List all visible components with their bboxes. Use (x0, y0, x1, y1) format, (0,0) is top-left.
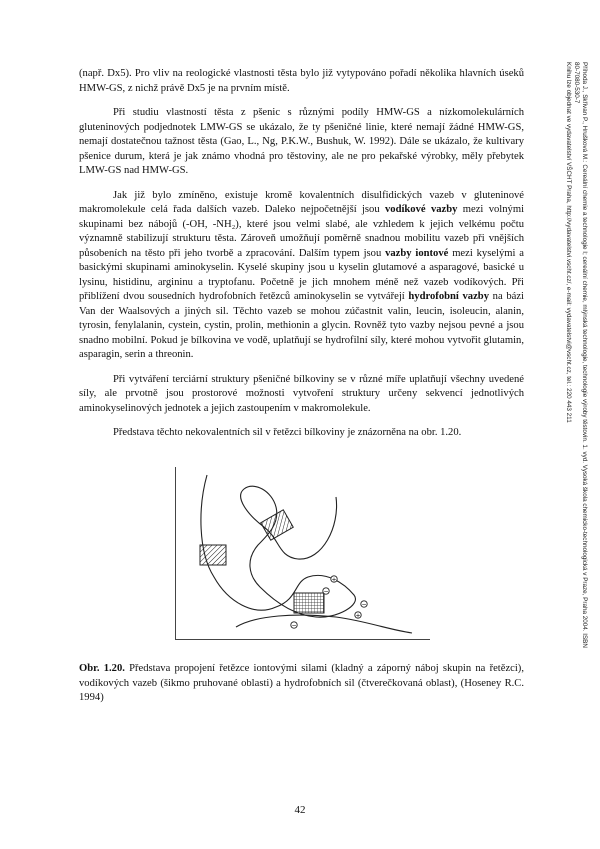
negative-charge-symbol: − (361, 601, 367, 609)
protein-chain-diagram (176, 467, 430, 639)
publication-citation-line: Příhoda J., Skřivan P., Hrušková M.: Cereální chemie a technologie I; cereální chemie, mlýnská technologie, technologie výroby těstovin. 1. vyd. Vysoká škola chemicko-technologická v Praze, Praha 2004. ISBN (581, 62, 588, 648)
publication-info-text (564, 62, 588, 842)
page-number: 42 (294, 804, 306, 816)
hydrogen-bond-region (261, 510, 294, 540)
text-run: Při studiu vlastností těsta z pšenic s různými podíly HMW-GS a nízkomolekulárních gluteninových podjednotek LMW-GS se ukázalo, že ty pšeničné linie, které nemají žádné HMW-GS, nemají dostatečnou tažnost těsta (Gao, L., Ng, P.K.W., Bushuk, W. 1992). Dále se ukázalo, že kultivary pšenice durum, která je jak známo vhodná pro těstoviny, ale ne pro pekařské výrobky, měly přebytek LMW-GS nad HMW-GS. (79, 107, 524, 176)
bold-term: hydrofobní vazby (408, 291, 489, 302)
text-run: mezi kyselými a basickými skupinami aminokyselin. Kyselé skupiny jsou u kyselin glutamové a asparagové, basické u lysinu, histidinu, argininu a tryptofanu. Početně je jich mnohem méně než vazeb vodíkových. Při přiblížení dvou sousedních hydrofobních řetězců aminokyselin se vytvářejí (79, 247, 524, 302)
text-run: na bázi Van der Waalsových a jiných sil. Těchto vazeb se mohou zúčastnit valin, leucin, isoleucin, alanin, tyrosin, fenylalanin, cystein, cystin, prolin, methionin a glycin. Rovněž tyto vazby nejsou pevné a jsou snadno mobilní. Pokud je bílkovina ve vodě, uplatňují se hydrofilní síly, které mohou vytvořit glutamin, asparagin, serin a threonin. (79, 291, 524, 360)
bold-term: vazby iontové (385, 247, 449, 259)
text-run: (např. Dx5). Pro vliv na reologické vlastnosti těsta bylo již vytypováno pořadí několika hlavních úseků HMW-GS, z nichž právě Dx5 je na prvním místě. (79, 68, 524, 94)
negative-charge-symbol: − (291, 622, 297, 630)
publication-isbn-line: 80-7080-530-7 (573, 62, 580, 104)
negative-charge-symbol: − (323, 588, 329, 596)
publication-info-sidebar (540, 62, 590, 842)
hydrogen-bond-region (200, 545, 226, 565)
figure-caption-label: Obr. 1.20. (79, 663, 125, 674)
protein-chain-tail (236, 612, 412, 633)
figure-caption-text: Představa propojení řetězce iontovými silami (kladný a záporný náboj skupin na řetězci), vodíkových vazeb (šikmo pruhované oblasti) a hydrofobních sil (čtverečkovaná oblast), (Hoseney R.C. 1994) (79, 663, 524, 703)
body-paragraph (79, 373, 524, 417)
bold-term: vodíkové vazby (384, 204, 458, 215)
body-paragraph (79, 189, 524, 363)
text-run: mezi volnými skupinami bez nábojů (-OH, -NH₂), které jsou velmi slabé, ale vzhledem k jejich velkému počtu významně stabilizují strukturu těsta. Zároveň umožňují poměrně snadnou mobilitu vazeb při vnějších působeních na těsto při jeho tvorbě a zpracování. Dalším typem jsou (79, 204, 525, 259)
publication-order-line: Knihu lze objednat ve vydavatelství VŠCHT Praha, http://vydavatelstvi.vscht.cz/, e-mail: vydavatelstvi@vscht.cz, tel.: 220 443 211 (565, 62, 572, 423)
figure-caption (79, 662, 524, 706)
text-run: Představa těchto nekovalentních sil v řetězci bílkoviny je znázorněna na obr. 1.20. (113, 427, 462, 438)
text-run: Při vytváření terciární struktury pšeničné bílkoviny se v různé míře uplatňují všechny uvedené síly, ale prvotně jsou prostorové možnosti vytvoření struktury určeny sekvencí jednotlivých aminokyselinových jednotek a jejich zastoupením v makromolekule. (79, 373, 524, 414)
figure-1-20 (175, 467, 430, 640)
body-paragraph (79, 67, 524, 96)
positive-charge-symbol: + (355, 612, 361, 620)
body-paragraph (79, 426, 524, 441)
body-text (79, 67, 524, 451)
positive-charge-symbol: + (331, 576, 337, 584)
hydrophobic-region (294, 593, 324, 613)
body-paragraph (79, 106, 524, 179)
text-run: Jak již bylo zmíněno, existuje kromě kovalentních disulfidických vazeb v gluteninové makromolekule celá řada dalších vazeb. Daleko nejpočetnější jsou (79, 189, 524, 215)
